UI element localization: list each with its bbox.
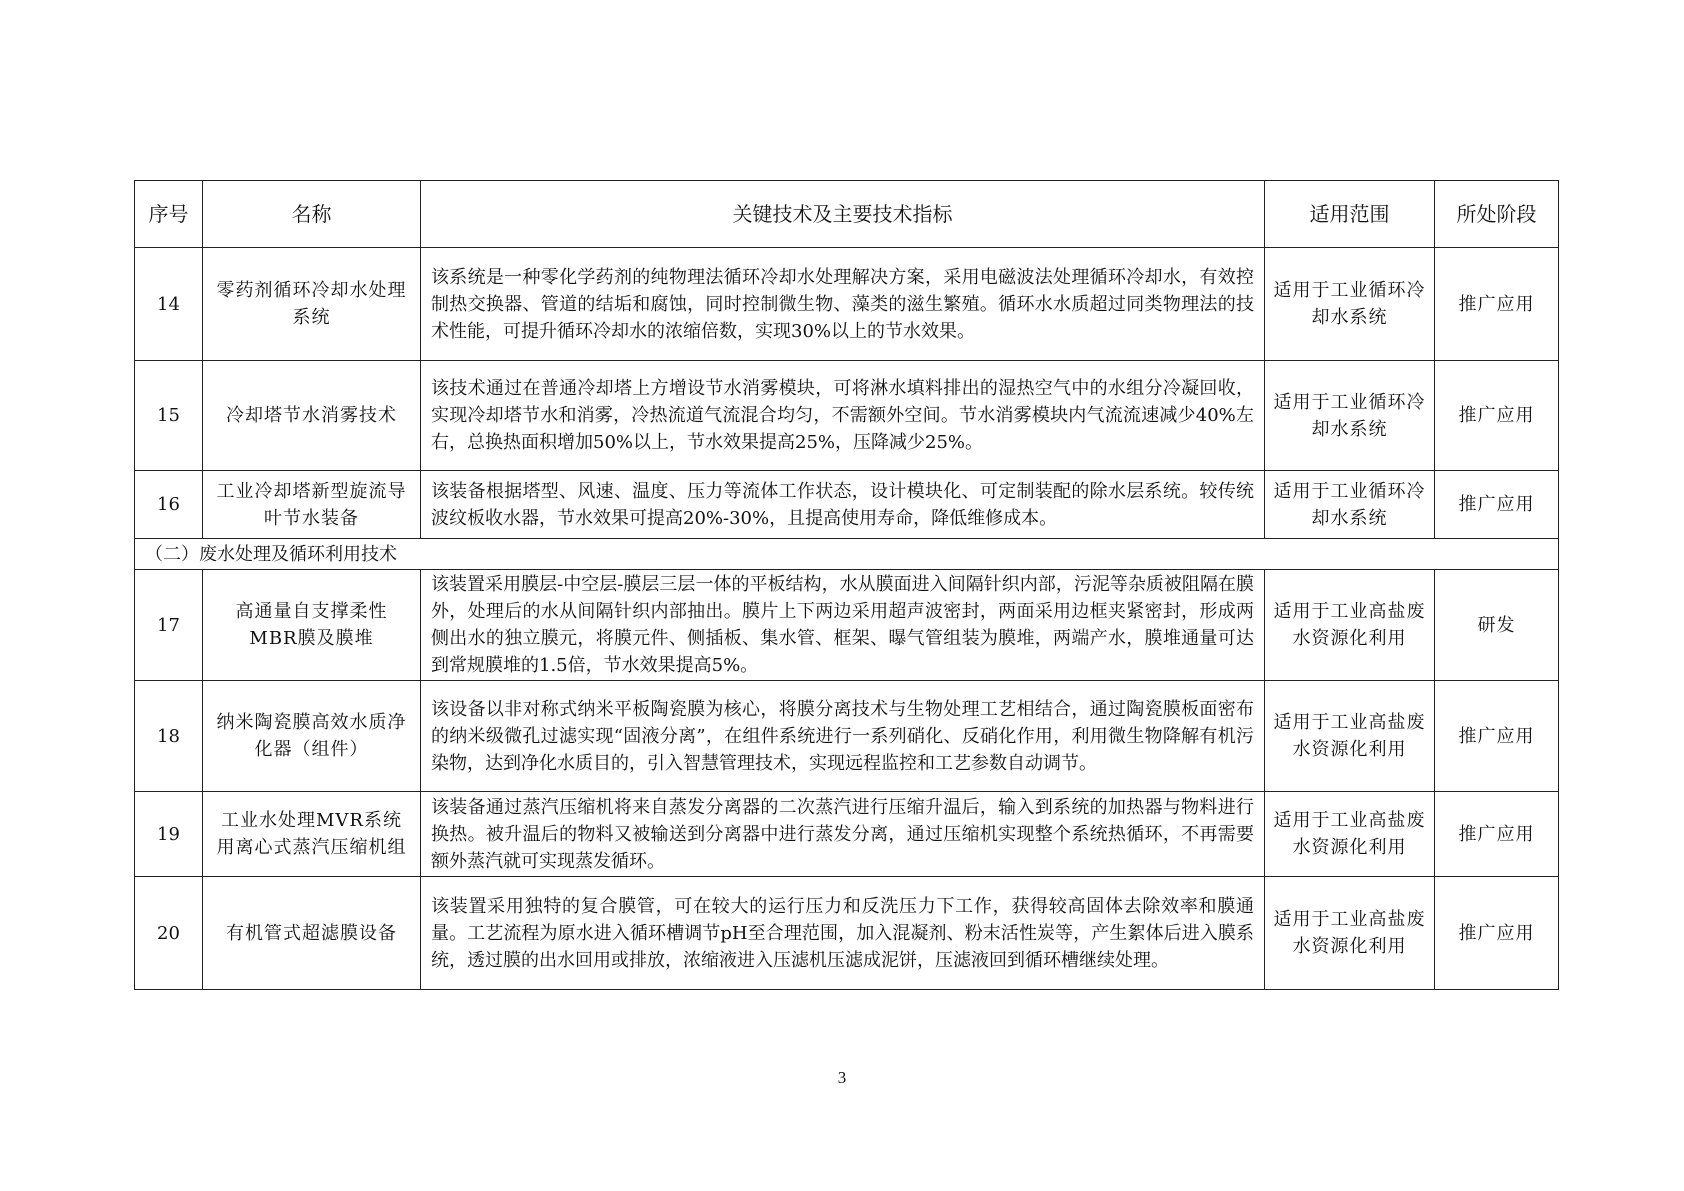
header-desc: 关键技术及主要技术指标: [421, 181, 1265, 248]
row-description: 该设备以非对称式纳米平板陶瓷膜为核心，将膜分离技术与生物处理工艺相结合，通过陶瓷膜板面密布的纳米级微孔过滤实现“固液分离”，在组件系统进行一系列硝化、反硝化作用，利用微生物降解有机污染物，达到净化水质目的，引入智慧管理技术，实现远程监控和工艺参数自动调节。: [421, 681, 1265, 792]
row-name: 高通量自支撑柔性MBR膜及膜堆: [203, 570, 421, 681]
row-name: 零药剂循环冷却水处理系统: [203, 248, 421, 361]
section-row: [135, 539, 1559, 570]
row-description: 该系统是一种零化学药剂的纯物理法循环冷却水处理解决方案，采用电磁波法处理循环冷却水，有效控制热交换器、管道的结垢和腐蚀，同时控制微生物、藻类的滋生繁殖。循环水水质超过同类物理法的技术性能，可提升循环冷却水的浓缩倍数，实现30%以上的节水效果。: [421, 248, 1265, 361]
row-stage: 推广应用: [1435, 361, 1559, 471]
row-scope: 适用于工业高盐废水资源化利用: [1265, 877, 1435, 990]
header-name: 名称: [203, 181, 421, 248]
row-stage: 推广应用: [1435, 792, 1559, 877]
row-description: 该装置采用膜层-中空层-膜层三层一体的平板结构，水从膜面进入间隔针织内部，污泥等杂质被阻隔在膜外，处理后的水从间隔针织内部抽出。膜片上下两边采用超声波密封，两面采用边框夹紧密封，形成两侧出水的独立膜元，将膜元件、侧插板、集水管、框架、曝气管组装为膜堆，两端产水，膜堆通量可达到常规膜堆的1.5倍，节水效果提高5%。: [421, 570, 1265, 681]
row-stage: 推广应用: [1435, 471, 1559, 539]
row-name: 纳米陶瓷膜高效水质净化器（组件）: [203, 681, 421, 792]
row-number: 16: [135, 471, 203, 539]
table-row: [135, 877, 1559, 990]
header-stage: 所处阶段: [1435, 181, 1559, 248]
row-name: 工业水处理MVR系统用离心式蒸汽压缩机组: [203, 792, 421, 877]
row-description: 该装备通过蒸汽压缩机将来自蒸发分离器的二次蒸汽进行压缩升温后，输入到系统的加热器与物料进行换热。被升温后的物料又被输送到分离器中进行蒸发分离，通过压缩机实现整个系统热循环，不再需要额外蒸汽就可实现蒸发循环。: [421, 792, 1265, 877]
section-title: （二）废水处理及循环利用技术: [135, 539, 1559, 570]
row-scope: 适用于工业高盐废水资源化利用: [1265, 792, 1435, 877]
row-name: 工业冷却塔新型旋流导叶节水装备: [203, 471, 421, 539]
row-stage: 研发: [1435, 570, 1559, 681]
row-number: 20: [135, 877, 203, 990]
table-header-row: [135, 181, 1559, 248]
header-scope: 适用范围: [1265, 181, 1435, 248]
table-row: [135, 681, 1559, 792]
row-description: 该装置采用独特的复合膜管，可在较大的运行压力和反洗压力下工作，获得较高固体去除效率和膜通量。工艺流程为原水进入循环槽调节pH至合理范围，加入混凝剂、粉末活性炭等，产生絮体后进入膜系统，透过膜的出水回用或排放，浓缩液进入压滤机压滤成泥饼，压滤液回到循环槽继续处理。: [421, 877, 1265, 990]
row-stage: 推广应用: [1435, 248, 1559, 361]
row-name: 有机管式超滤膜设备: [203, 877, 421, 990]
row-description: 该装备根据塔型、风速、温度、压力等流体工作状态，设计模块化、可定制装配的除水层系统。较传统波纹板收水器，节水效果可提高20%-30%，且提高使用寿命，降低维修成本。: [421, 471, 1265, 539]
row-scope: 适用于工业循环冷却水系统: [1265, 248, 1435, 361]
row-number: 19: [135, 792, 203, 877]
table-row: [135, 471, 1559, 539]
table-row: [135, 248, 1559, 361]
row-scope: 适用于工业循环冷却水系统: [1265, 471, 1435, 539]
row-stage: 推广应用: [1435, 681, 1559, 792]
row-name: 冷却塔节水消雾技术: [203, 361, 421, 471]
row-description: 该技术通过在普通冷却塔上方增设节水消雾模块，可将淋水填料排出的湿热空气中的水组分冷凝回收，实现冷却塔节水和消雾，冷热流道气流混合均匀，不需额外空间。节水消雾模块内气流流速减少40%左右，总换热面积增加50%以上，节水效果提高25%，压降减少25%。: [421, 361, 1265, 471]
row-number: 14: [135, 248, 203, 361]
row-scope: 适用于工业高盐废水资源化利用: [1265, 570, 1435, 681]
page-number: 3: [837, 1068, 847, 1087]
row-stage: 推广应用: [1435, 877, 1559, 990]
table-row: [135, 361, 1559, 471]
table-row: [135, 570, 1559, 681]
header-no: 序号: [135, 181, 203, 248]
row-number: 15: [135, 361, 203, 471]
row-scope: 适用于工业高盐废水资源化利用: [1265, 681, 1435, 792]
row-number: 17: [135, 570, 203, 681]
technology-table: [134, 180, 1559, 990]
row-number: 18: [135, 681, 203, 792]
row-scope: 适用于工业循环冷却水系统: [1265, 361, 1435, 471]
table-row: [135, 792, 1559, 877]
